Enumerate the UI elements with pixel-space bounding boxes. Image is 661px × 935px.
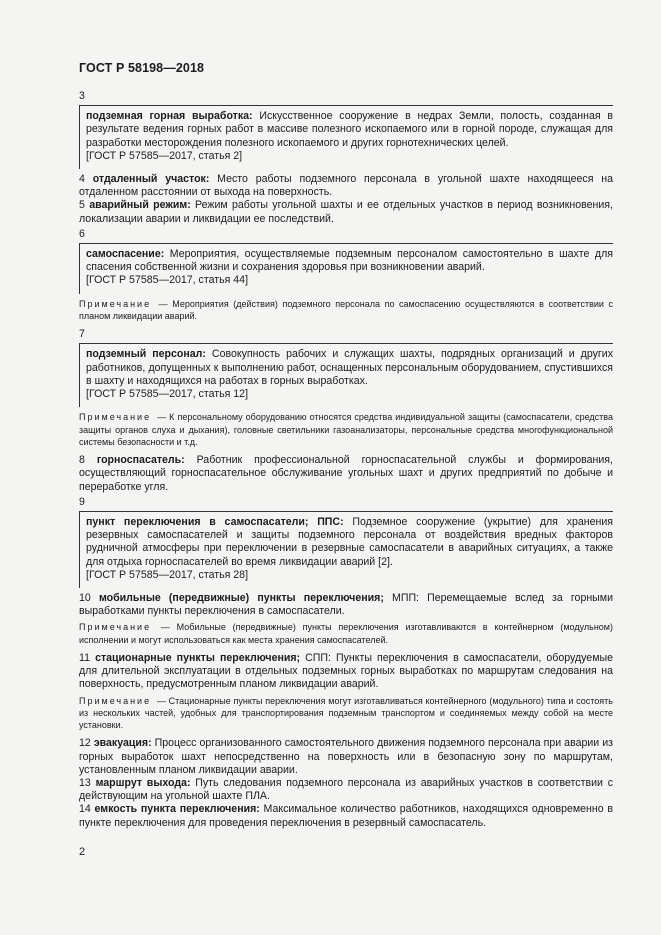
term-entry [79,454,613,494]
note [79,621,613,646]
source-reference: [ГОСТ Р 57585—2017, статья 28] [86,568,249,581]
note [79,411,613,448]
definition: Совокупность рабочих и служащих шахты, подрядных организаций и других работников, допущенных к выполнению работ, оснащенных персональным оборудованием, спустившихся в шахту и находящихся на работах в горных выработках. [86,348,614,387]
term-entry [79,199,613,225]
note-label: Примечание [79,622,152,633]
entry-number: 13 [79,777,91,790]
note-text: — К персональному оборудованию относятся средства индивидуальной защиты (самоспасатели, средства защиты органов слуха и дыхания), головные светильники газоанализаторы, персональные средства многофункциональной системы безопасности и т.д. [79,412,613,447]
quoted-term-box [79,343,613,407]
definition: Мероприятия, осуществляемые подземным персоналом самостоятельно в шахте для спасения собственной жизни и сохранения здоровья при возникновении аварий. [86,248,613,274]
note [79,695,613,732]
term-entry [79,652,613,692]
entry-number: 8 [79,454,85,467]
terms-content [79,88,613,830]
definition: СПП: Пункты переключения в самоспасатели, оборудуемые для длительной эксплуатации в отдельных подземных горных выработках по маршрутам следования на поверхность, предусмотренным планом ликвидации аварий. [79,651,613,691]
entry-number: 7 [79,328,85,341]
entry-number: 14 [79,803,91,816]
note-label: Примечание [79,298,152,309]
term: эвакуация: [93,737,152,750]
quoted-term-box [79,243,613,294]
source-reference: [ГОСТ Р 57585—2017, статья 12] [86,388,249,401]
note-text: — Стационарные пункты переключения могут изготавливаться контейнерного (модульного) типа и состоять из нескольких частей, удобных для транспортирования подземным транспортом и соединяемых между собой на месте установки. [79,695,613,731]
entry-number: 5 [79,199,85,212]
note-text: — Мероприятия (действия) подземного персонала по самоспасению осуществляются в соответствии с планом ликвидации аварий. [79,298,613,321]
definition: Максимальное количество работников, находящихся одновременно в пункте переключения для проведения переключения в резервный самоспасатель. [79,803,613,829]
term-entry [79,592,613,618]
term: подземный персонал: [86,348,206,361]
quoted-term-box [79,105,613,169]
entry-number: 9 [79,495,85,508]
term-entry [79,173,613,199]
term: подземная горная выработка: [86,110,253,123]
term: аварийный режим: [89,199,191,212]
entry-number: 12 [79,737,91,750]
source-reference: [ГОСТ Р 57585—2017, статья 44] [86,274,249,287]
document-header: ГОСТ Р 58198—2018 [79,61,205,75]
note-label: Примечание [79,695,152,706]
term-entry [79,777,613,803]
term: отдаленный участок: [92,173,210,186]
term: мобильные (передвижные) пункты переключения; [98,591,384,604]
definition: Режим работы угольной шахты и ее отдельных участков в период возникновения, локализации аварии и ликвидации ее последствий. [79,199,613,225]
definition: Путь следования подземного персонала из аварийных участков в соответствии с действующим на угольной шахте ПЛА. [79,777,613,803]
definition: Процесс организованного самостоятельного движения подземного персонала при аварии из горных выработок шахт непосредственно на поверхность или в безопасную зону по маршрутам, установленным планом ликвидации аварии. [79,737,613,776]
term: емкость пункта переключения: [94,803,260,816]
note-label: Примечание [79,412,152,423]
term: горноспасатель: [96,454,185,467]
term: стационарные пункты переключения; [95,651,301,664]
term: самоспасение: [86,248,165,261]
term-entry [79,803,613,829]
page-number: 2 [79,846,86,858]
term-entry [79,737,613,777]
entry-number: 4 [79,173,85,186]
entry-number: 3 [79,90,85,102]
definition: Искусственное сооружение в недрах Земли, полость, созданная в результате ведения горных работ в массиве полезного ископаемого или в горной породе, служащая для разработки месторождения полезного ископаемого и других горнотехнических целей. [86,110,613,149]
entry-number: 11 [79,651,90,664]
definition: МПП: Перемещаемые вслед за горными выработками пункты переключения в самоспасатели. [79,591,613,618]
term: маршрут выхода: [95,777,191,790]
entry-number: 6 [79,227,85,240]
source-reference: [ГОСТ Р 57585—2017, статья 2] [86,149,243,162]
note-text: — Мобильные (передвижные) пункты переключения изготавливаются в контейнерном (модульном) исполнении и могут использоваться как места хранения самоспасателей. [79,622,613,645]
definition: Место работы подземного персонала в угольной шахте находящееся на отдаленном расстоянии от выхода на поверхность. [79,173,613,199]
definition: Работник профессиональной горноспасательной службы и формирования, осуществляющий горноспасательное обслуживание угольных шахт и других предприятий по добыче и переработке угля. [79,454,613,493]
term: пункт переключения в самоспасатели; ППС: [86,515,344,528]
note [79,298,613,323]
quoted-term-box [79,511,613,588]
definition: Подземное сооружение (укрытие) для хранения резервных самоспасателей и защиты подземного персонала от воздействия вредных факторов рудничной атмосферы при переключении в резервные самоспасатели в аварийных ситуациях, а также для отдыха горноспасателей во время ликвидации аварий [2]. [86,515,613,568]
entry-number: 10 [79,591,91,604]
